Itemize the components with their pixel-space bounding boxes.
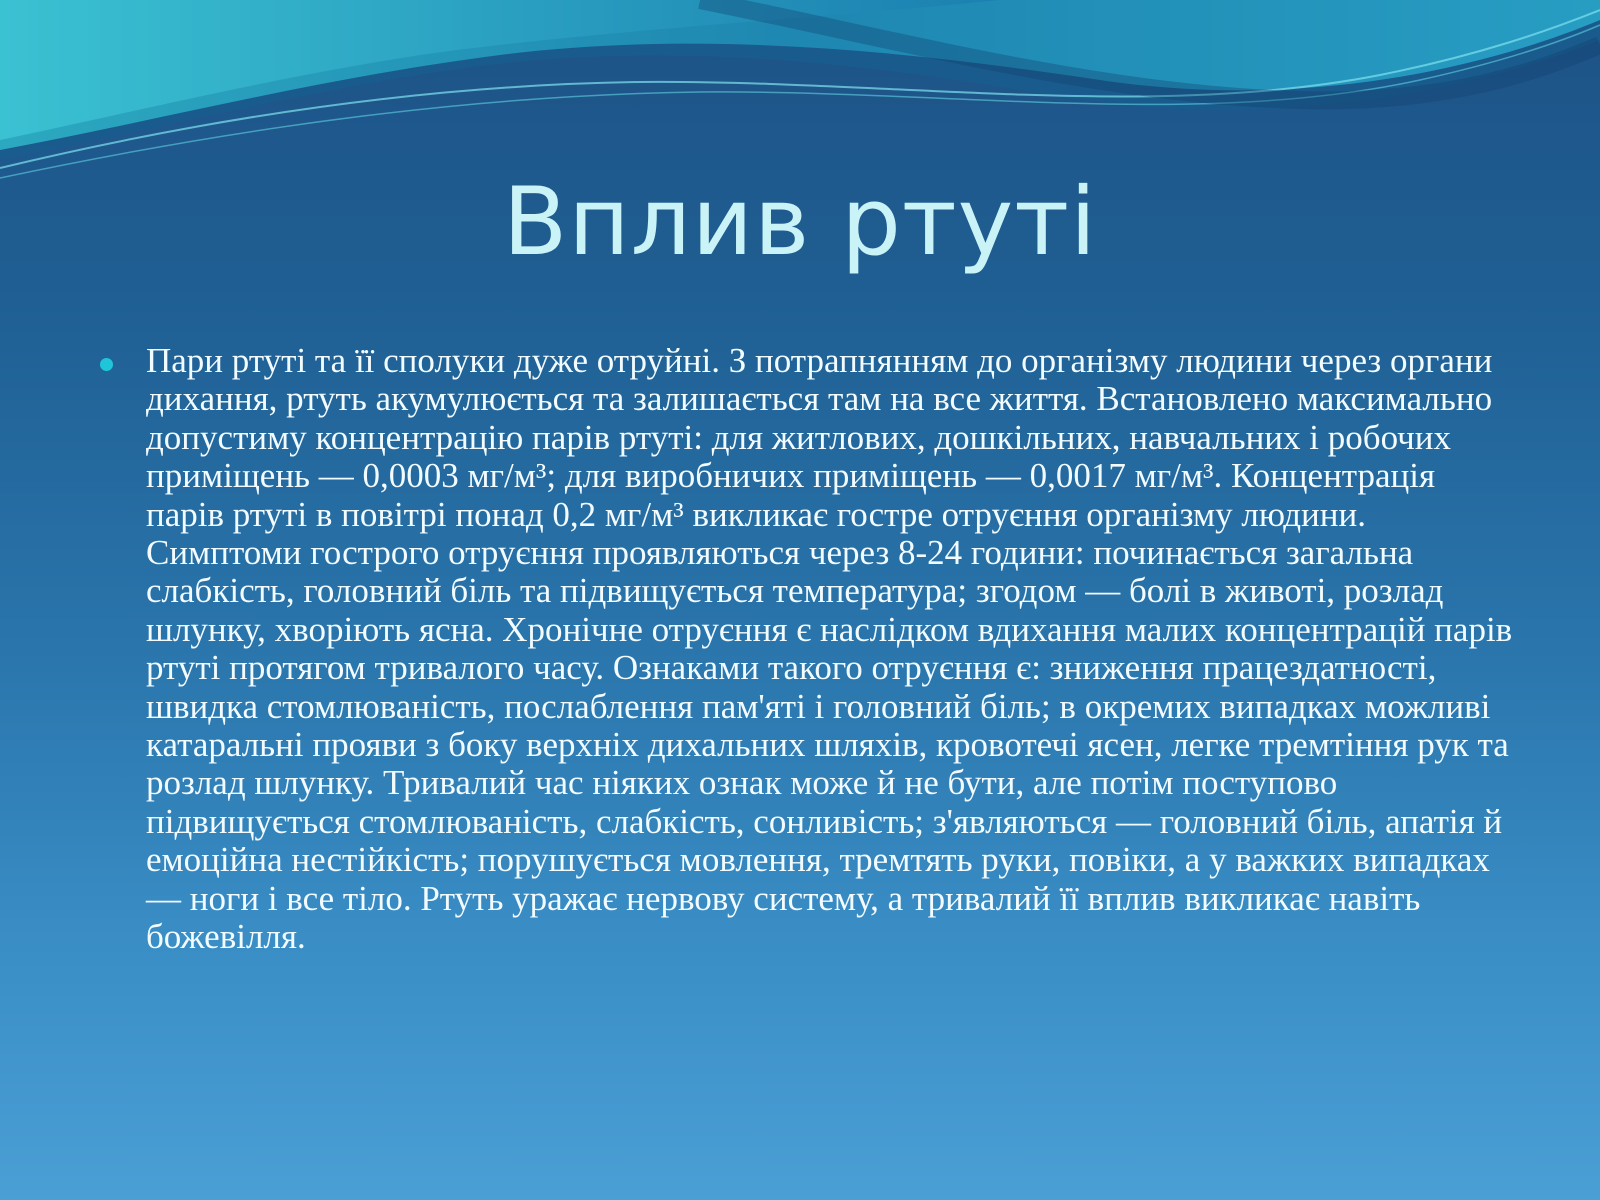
slide-title: Вплив ртуті	[502, 168, 1098, 277]
bullet-text: Пари ртуті та її сполуки дуже отруйні. З потрапнянням до організму людини через органи дихання, ртуть акумулюється та залишається там на все життя. Встановлено максимально допустиму концентрацію парів ртуті: для житлових, дошкільних, навчальних і робочих приміщень — 0,0003 мг/м³; для виробничих приміщень — 0,0017 мг/м³. Концентрація парів ртуті в повітрі понад 0,2 мг/м³ викликає гостре отруєння організму людини. Симптоми гострого отруєння проявляються через 8-24 години: починається загальна слабкість, головний біль та підвищується температура; згодом — болі в животі, розлад шлунку, хворіють ясна. Хронічне отруєння є наслідком вдихання малих концентрацій парів ртуті протягом тривалого часу. Ознаками такого отруєння є: зниження працездатності, швидка стомлюваність, послаблення пам'яті і головний біль; в окремих випадках можливі катаральні прояви з боку верхніх дихальних шляхів, кровотечі ясен, легке тремтіння рук та розлад шлунку. Тривалий час ніяких ознак може й не бути, але потім поступово підвищується стомлюваність, слабкість, сонливість; з'являються — головний біль, апатія й емоційна нестійкість; порушується мовлення, тремтять руки, повіки, а у важких випадках — ноги і все тіло. Ртуть уражає нервову систему, а тривалий її вплив викликає навіть божевілля.	[146, 341, 1513, 957]
bullet-dot-icon	[100, 358, 113, 371]
bullet-item	[96, 342, 1516, 957]
slide-body	[96, 342, 1516, 957]
